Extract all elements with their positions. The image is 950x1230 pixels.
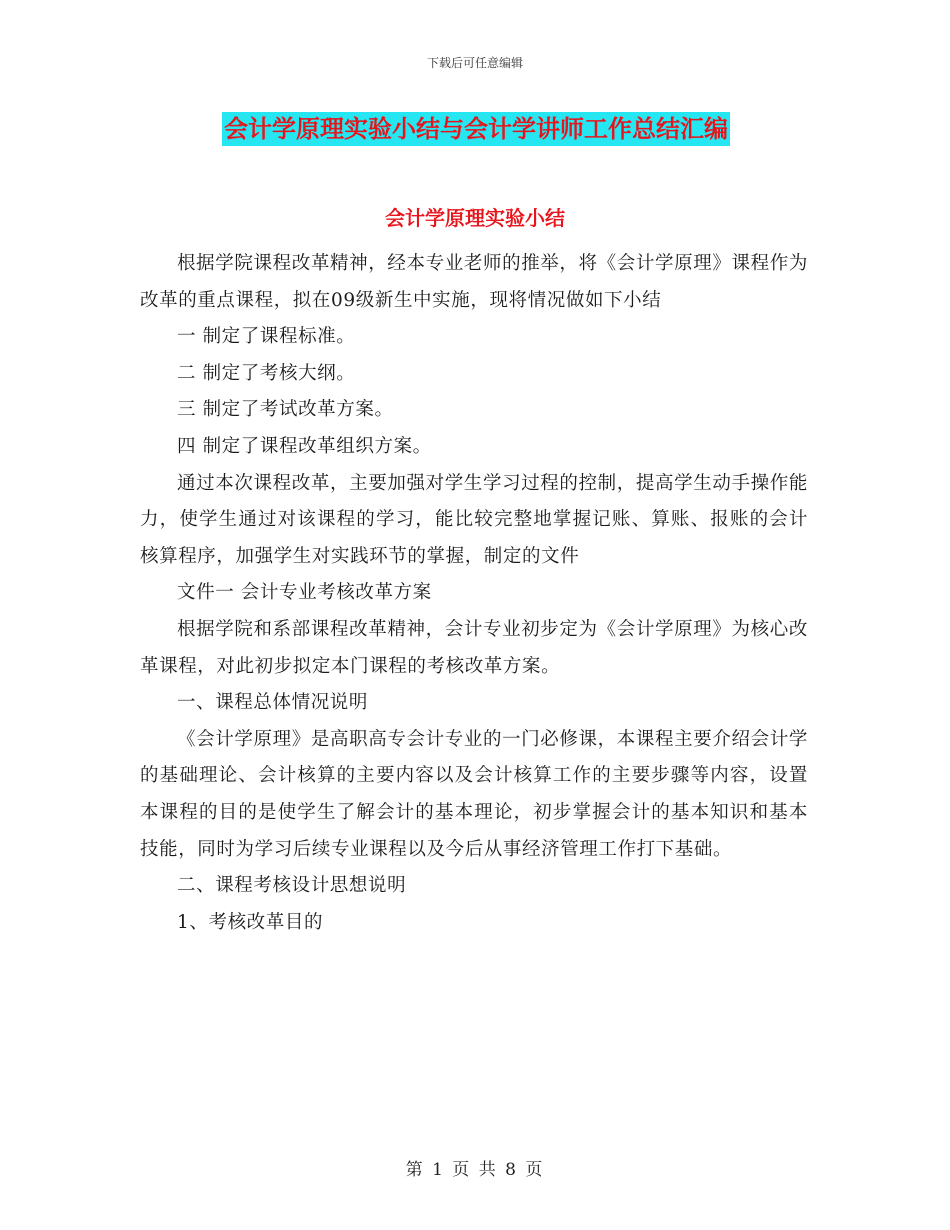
document-body: [140, 246, 808, 941]
subheading: 二、课程考核设计思想说明: [177, 875, 407, 897]
list-item: 四 制定了课程改革组织方案。: [177, 435, 432, 457]
section-title: 会计学原理实验小结: [385, 206, 565, 230]
subheading: 文件一 会计专业考核改革方案: [177, 582, 432, 604]
list-item: 三 制定了考试改革方案。: [177, 399, 394, 421]
header-note: 下载后可任意编辑: [426, 56, 523, 70]
paragraph: 通过本次课程改革，主要加强对学生学习过程的控制，提高学生动手操作能力，使学生通过对该课程的学习，能比较完整地掌握记账、算账、报账的会计核算程序，加强学生对实践环节的掌握，制定的文件: [140, 472, 808, 567]
subheading: 一、课程总体情况说明: [177, 692, 369, 714]
paragraph: 根据学院和系部课程改革精神，会计专业初步定为《会计学原理》为核心改革课程，对此初步拟定本门课程的考核改革方案。: [140, 618, 808, 677]
page-footer: 第 1 页 共 8 页: [405, 1160, 545, 1180]
document-title: 会计学原理实验小结与会计学讲师工作总结汇编: [222, 112, 730, 146]
list-item: 一 制定了课程标准。: [177, 326, 356, 348]
subheading: 1、考核改革目的: [177, 911, 324, 933]
paragraph: 根据学院课程改革精神，经本专业老师的推举，将《会计学原理》课程作为改革的重点课程，拟在09级新生中实施，现将情况做如下小结: [140, 253, 808, 311]
list-item: 二 制定了考核大纲。: [177, 362, 356, 384]
paragraph: 《会计学原理》是高职高专会计专业的一门必修课，本课程主要介绍会计学的基础理论、会计核算的主要内容以及会计核算工作的主要步骤等内容，设置本课程的目的是使学生了解会计的基本理论，初步掌握会计的基本知识和基本技能，同时为学习后续专业课程以及今后从事经济管理工作打下基础。: [140, 728, 808, 860]
